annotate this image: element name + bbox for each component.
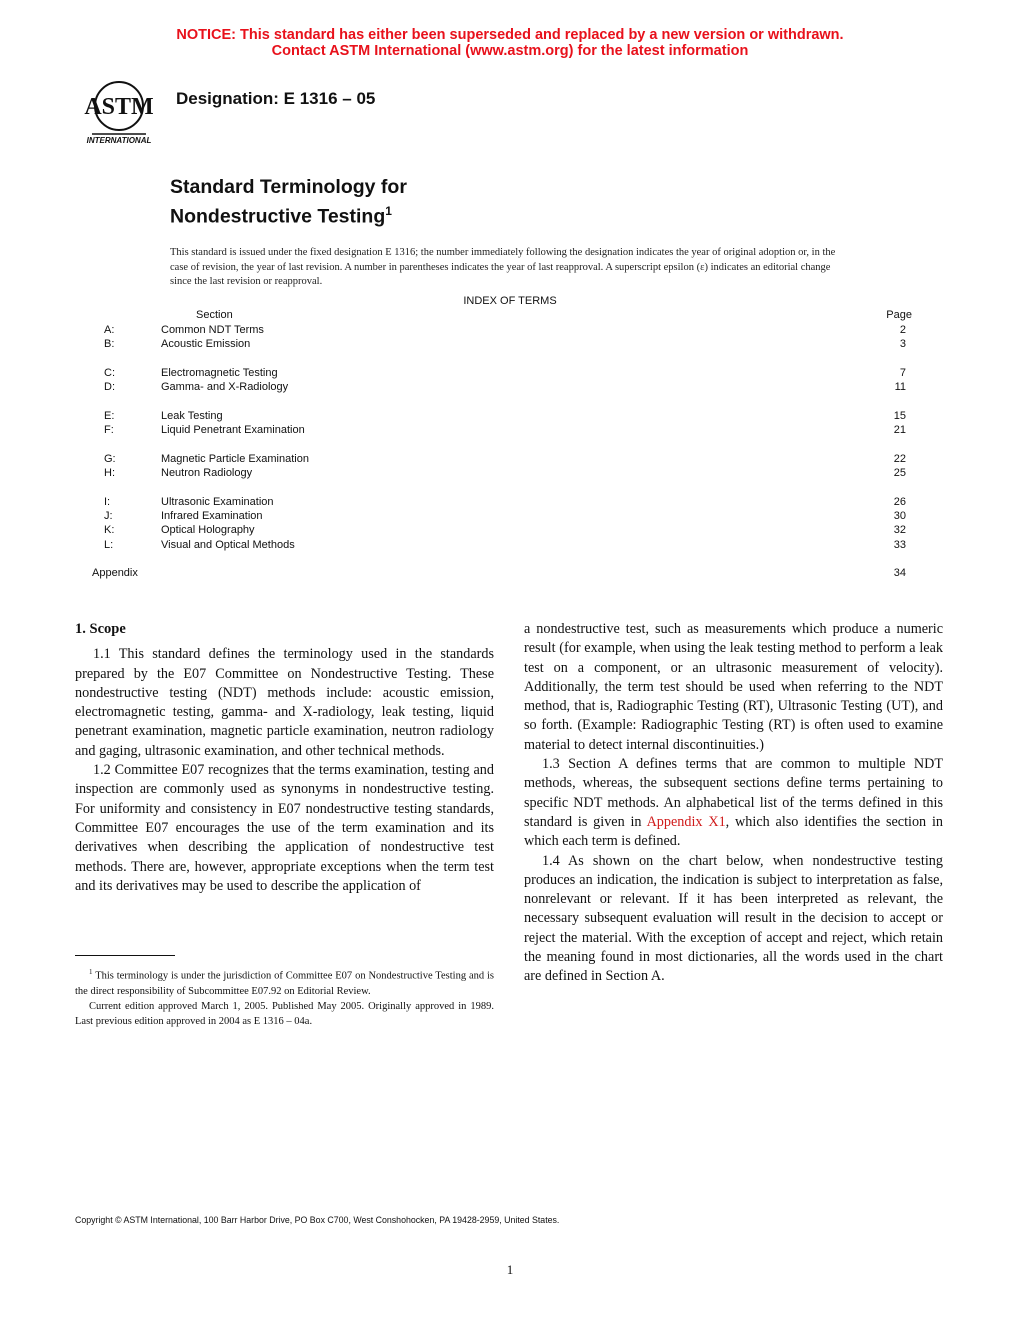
index-entry — [0, 466, 1020, 480]
scope-paragraph-1-2-continued: a nondestructive test, such as measurements which produce a numeric result (for example, when using the leak testing method to perform a leak test on a component, or an ultrasonic measurement of velocity). Additionally, the term test should be used when referring to the NDT method, that is, Radiographic Testing (RT), Ultrasonic Testing (UT), and so forth. (Example: Radiographic Testing (RT) is often used to examine material to detect internal discontinuities.) — [524, 621, 943, 753]
logo-sublabel: INTERNATIONAL — [86, 136, 152, 145]
index-entry-name: Gamma- and X-Radiology — [161, 381, 289, 394]
index-entry-name: Optical Holography — [161, 524, 255, 537]
index-entry — [0, 323, 1020, 337]
scope-paragraph-1-3: 1.3 Section A defines terms that are common to multiple NDT methods, whereas, the subsequent sections define terms pertaining to specific NDT methods. An alphabetical list of the terms defined in this standard is given in Appendix X1, which also identifies the section in which each term is defined. — [524, 756, 943, 850]
index-entry-page: 7 — [899, 366, 906, 379]
index-entry-letter: G: — [104, 452, 116, 465]
index-entry-letter: K: — [104, 524, 115, 537]
index-entry-name: Acoustic Emission — [161, 338, 251, 351]
index-entry — [0, 523, 1020, 537]
index-entry-letter: L: — [104, 538, 114, 551]
index-entry-letter: J: — [104, 509, 113, 522]
index-entry — [0, 380, 1020, 394]
index-appendix-name: Appendix — [92, 567, 138, 579]
footnote-rule — [75, 955, 175, 956]
title-line-1: Standard Terminology for — [170, 176, 407, 198]
logo-letters: ASTM — [84, 94, 154, 120]
index-entry-page: 26 — [893, 495, 906, 508]
scope-paragraph-1-1: 1.1 This standard defines the terminology used in the standards prepared by the E07 Committee on Nondestructive Testing. These nondestructive testing (NDT) methods include: acoustic emission, electromagnetic testing, gamma- and X-radiology, leak testing, liquid penetrant examination, magnetic particle examination, neutron radiology and gaging, ultrasonic examination, and other technical methods. — [75, 646, 494, 759]
title-footnote-mark: 1 — [385, 204, 392, 218]
index-entry — [0, 337, 1020, 351]
copyright: Copyright © ASTM International, 100 Barr Harbor Drive, PO Box C700, West Conshohocken, PA 19428-2959, United States. — [75, 1215, 560, 1225]
footnote-paragraph-1: This terminology is under the jurisdiction of Committee E07 on Nondestructive Testing and is the direct responsibility of Subcommittee E07.92 on Editorial Review. — [75, 970, 495, 997]
index-entry — [0, 495, 1020, 509]
index-section-header: Section — [196, 309, 233, 321]
notice-line-2: Contact ASTM International (www.astm.org) for the latest information — [271, 43, 749, 59]
index-entry-letter: I: — [104, 495, 111, 508]
index-entry — [0, 538, 1020, 552]
index-entry-page: 21 — [893, 424, 906, 437]
index-heading: INDEX OF TERMS — [463, 295, 557, 307]
index-entry-letter: D: — [104, 381, 115, 394]
index-entry-page: 15 — [893, 409, 906, 422]
index-entry — [0, 423, 1020, 437]
page-number: 1 — [506, 1262, 514, 1277]
footnote — [75, 965, 494, 1029]
index-entry-name: Neutron Radiology — [161, 467, 253, 479]
scope-paragraph-1-4: 1.4 As shown on the chart below, when nondestructive testing produces an indication, the indication is subject to interpretation as false, nonrelevant or relevant. If it has been interpreted as relevant, the necessary subsequent evaluation will result in the decision to accept or reject the material. With the exception of accept and reject, which retain the meaning found in most dictionaries, all the words used in the chart are defined in Section A. — [524, 852, 943, 985]
index-entry-letter: H: — [104, 467, 115, 479]
footnote-paragraph-2: Current edition approved March 1, 2005. Published May 2005. Originally approved in 1989. Last previous edition approved in 2004 as E 1316 – 04a. — [75, 1000, 494, 1027]
title-line-2: Nondestructive Testing — [170, 205, 386, 228]
index-entry — [0, 452, 1020, 466]
index-entry-name: Leak Testing — [161, 409, 223, 422]
index-entry-letter: B: — [104, 338, 115, 351]
notice-line-1: NOTICE: This standard has either been superseded and replaced by a new version or withdrawn. — [176, 27, 844, 43]
appendix-x1-link[interactable]: Appendix X1 — [646, 813, 726, 830]
designation: Designation: E 1316 – 05 — [176, 89, 376, 108]
index-entry-page: 11 — [894, 381, 906, 394]
index-entry-name: Ultrasonic Examination — [161, 495, 274, 508]
index-page-header: Page — [886, 309, 912, 321]
index-entry — [0, 509, 1020, 523]
page-title — [170, 175, 407, 229]
footnote-mark: 1 — [89, 968, 93, 976]
index-entry — [0, 409, 1020, 423]
astm-logo — [78, 76, 160, 146]
index-entry-page: 3 — [899, 338, 906, 351]
index-entry-letter: E: — [104, 409, 115, 422]
index-entry-page: 30 — [893, 509, 906, 522]
index-entry-name: Magnetic Particle Examination — [161, 452, 309, 465]
index-entry-name: Visual and Optical Methods — [161, 538, 295, 551]
index-entry-name: Liquid Penetrant Examination — [161, 424, 305, 437]
index-entry-page: 22 — [893, 452, 906, 465]
index-entry — [0, 366, 1020, 380]
index-entry-letter: F: — [104, 424, 114, 437]
scope-right-column — [524, 620, 943, 987]
index-entry-name: Infrared Examination — [161, 509, 263, 522]
scope-heading: 1. Scope — [75, 621, 126, 637]
index-entry-letter: A: — [104, 324, 115, 336]
scope-left-column — [75, 620, 494, 896]
index-entry-name: Electromagnetic Testing — [161, 366, 278, 379]
index-appendix-page: 34 — [893, 567, 906, 579]
issue-note: This standard is issued under the fixed designation E 1316; the number immediately following the designation indicates the year of original adoption or, in the case of revision, the year of last revision. A number in parentheses indicates the year of last reapproval. A superscript epsilon (ε) indicates an editorial change since the last revision or reapproval. — [170, 247, 836, 287]
scope-paragraph-1-2: 1.2 Committee E07 recognizes that the terms examination, testing and inspection are commonly used as synonyms in nondestructive testing. For uniformity and consistency in E07 nondestructive testing standards, Committee E07 encourages the use of the term examination and its derivatives when describing the application of nondestructive test methods. There are, however, appropriate exceptions when the term test and its derivatives may be used to describe the application of — [75, 762, 494, 894]
index-entry-letter: C: — [104, 366, 115, 379]
index-entry-page: 32 — [893, 524, 906, 537]
index-entry-page: 25 — [893, 467, 906, 479]
index-entry-page: 2 — [899, 324, 906, 336]
index-entry-page: 33 — [893, 538, 906, 551]
index-entry-name: Common NDT Terms — [161, 324, 264, 336]
